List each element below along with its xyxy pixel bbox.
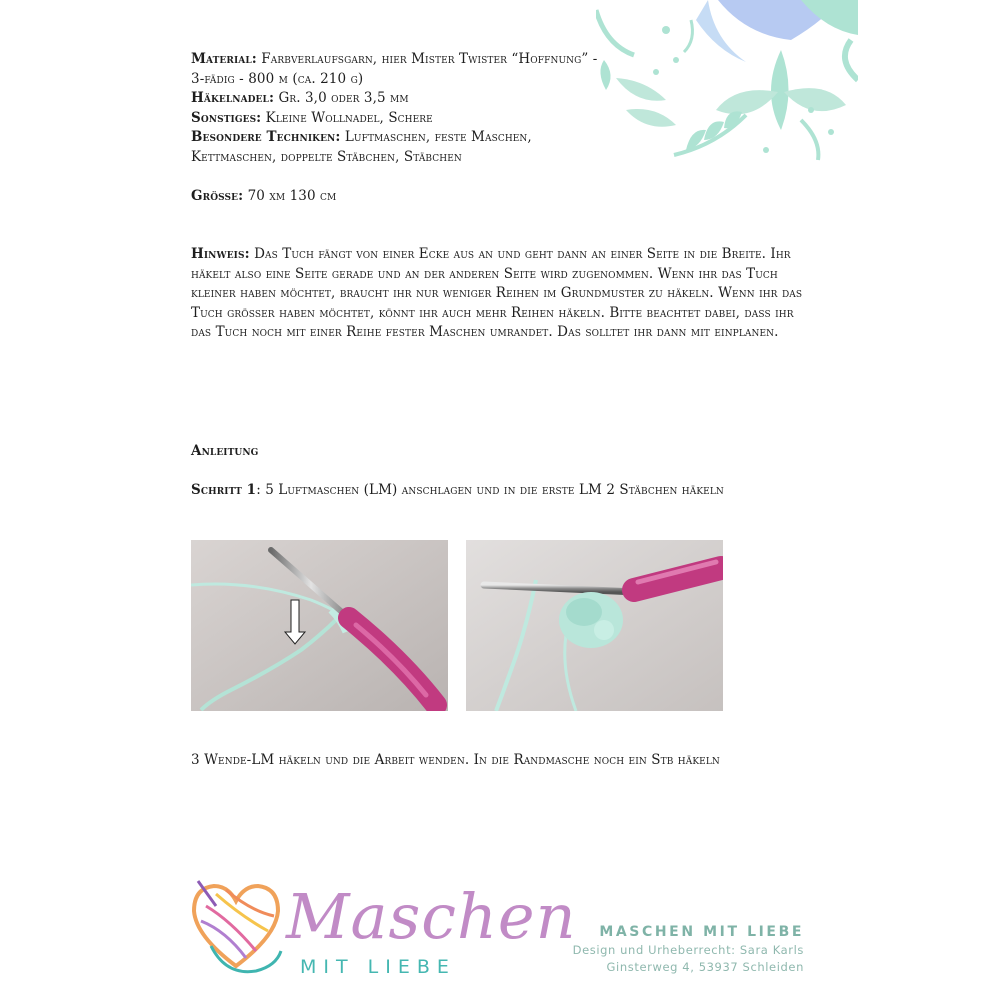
step-1-text: : 5 Luftmaschen (LM) anschlagen und in die erste LM 2 Stäbchen häkeln — [256, 482, 724, 498]
note-section — [191, 245, 811, 343]
techniques-label: Besondere Techniken: — [191, 129, 341, 146]
needle-label: Häkelnadel: — [191, 90, 275, 107]
step-1 — [191, 481, 724, 501]
materials-section — [191, 50, 611, 168]
size-text: 70 xm 130 cm — [247, 188, 337, 204]
step-1-photo-chain — [191, 540, 448, 711]
after-photos-text: 3 Wende-LM häkeln und die Arbeit wenden. In die Randmasche noch ein Stb häkeln — [191, 752, 720, 768]
size-section — [191, 187, 336, 207]
material-label: Material: — [191, 51, 257, 67]
material-text: Farbverlaufsgarn, hier Mister Twister “Hoffnung” - 3-fädig - 800 m (ca. 210 g) — [191, 51, 598, 87]
yarn-heart-icon — [186, 876, 286, 976]
step-1-photo-stitches — [466, 540, 723, 711]
footer-address: Ginsterweg 4, 53937 Schleiden — [606, 960, 804, 974]
maschen-mit-liebe-logo — [186, 876, 577, 984]
footer — [573, 924, 804, 974]
floral-decoration — [596, 0, 858, 165]
footer-title: MASCHEN MIT LIEBE — [599, 924, 804, 940]
footer-copyright: Design und Urheberrecht: Sara Karls — [572, 943, 804, 957]
logo-script-text: Maschen — [286, 880, 577, 953]
size-label: Grösse: — [191, 188, 244, 204]
needle-text: Gr. 3,0 oder 3,5 mm — [278, 90, 409, 107]
step-1-label: Schritt 1 — [191, 482, 257, 498]
techniques-text: Luftmaschen, feste Maschen, Kettmaschen, doppelte Stäbchen, Stäbchen — [191, 129, 532, 165]
note-text: Das Tuch fängt von einer Ecke aus an und geht dann an einer Seite in die Breite. Ihr häkelt also eine Seite gerade und an der anderen Seite wird zugenommen. Wenn ihr das Tuch kleiner haben möchtet, braucht ihr nur weniger Reihen im Grundmuster zu häkeln. Wenn ihr das Tuch grösser haben möchtet, könnt ihr auch mehr Reihen häkeln. Bitte beachtet dabei, dass ihr das Tuch noch mit einer Reihe fester Maschen umrandet. Das solltet ihr dann mit einplanen. — [191, 246, 803, 341]
other-label: Sonstiges: — [191, 109, 262, 126]
other-text: Kleine Wollnadel, Schere — [265, 109, 433, 126]
note-label: Hinweis: — [191, 246, 250, 262]
instructions-heading: Anleitung — [191, 443, 259, 459]
logo-sub-text: MIT LIEBE — [300, 956, 456, 978]
